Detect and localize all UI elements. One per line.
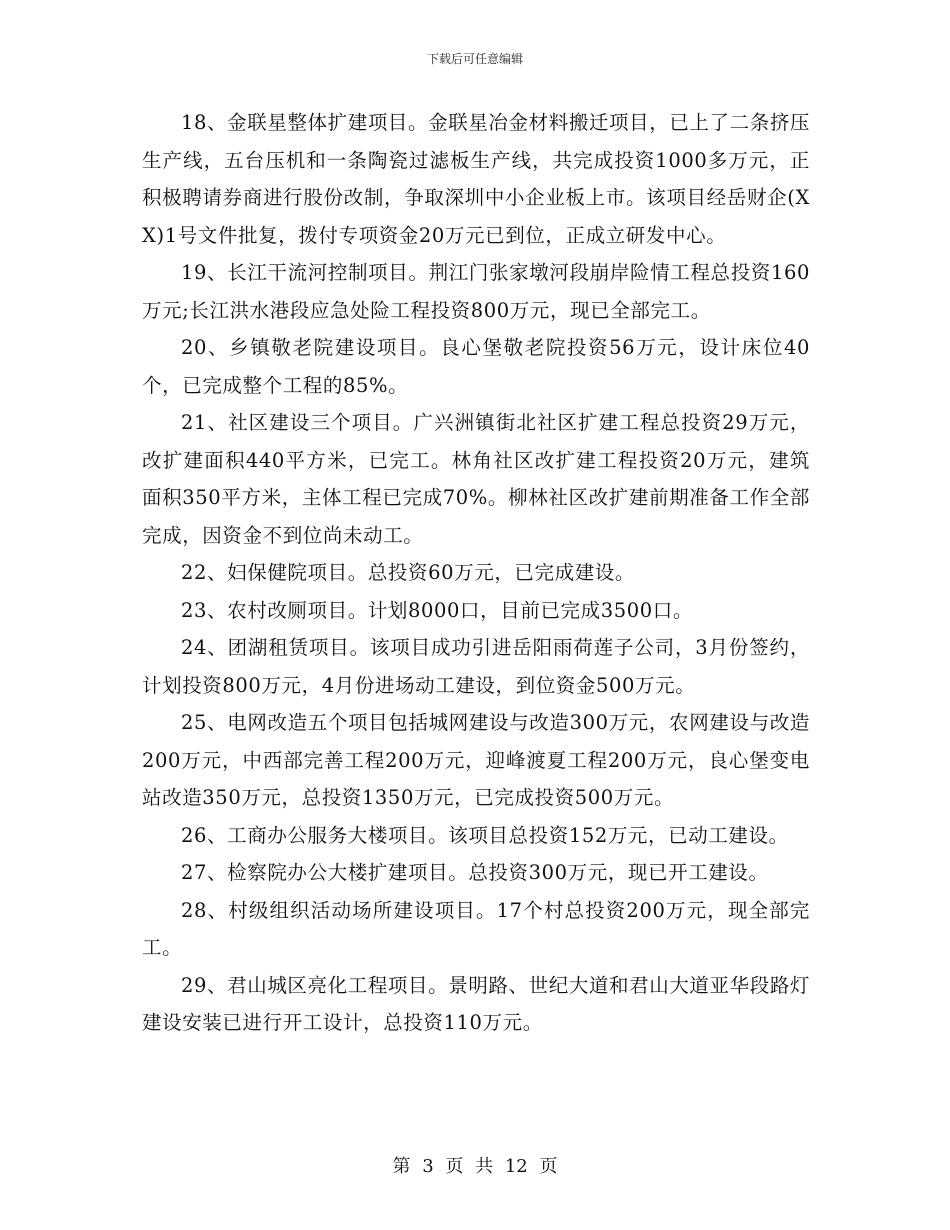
paragraph-20: 20、乡镇敬老院建设项目。良心堡敬老院投资56万元，设计床位40个，已完成整个工程的85%。 <box>142 336 810 397</box>
paragraph-28: 28、村级组织活动场所建设项目。17个村总投资200万元，现全部完工。 <box>142 898 810 959</box>
page-header-note: 下载后可任意编辑 <box>426 52 523 66</box>
paragraph-27: 27、检察院办公大楼扩建项目。总投资300万元，现已开工建设。 <box>181 861 769 884</box>
paragraph-25: 25、电网改造五个项目包括城网建设与改造300万元，农网建设与改造200万元，中西部完善工程200万元，迎峰渡夏工程200万元，良心堡变电站改造350万元，总投资1350万元，已完成投资500万元。 <box>142 711 810 809</box>
paragraph-22: 22、妇保健院项目。总投资60万元，已完成建设。 <box>181 561 636 584</box>
document-body <box>142 104 810 1042</box>
paragraph-18: 18、金联星整体扩建项目。金联星冶金材料搬迁项目，已上了二条挤压生产线，五台压机和一条陶瓷过滤板生产线，共完成投资1000多万元，正积极聘请券商进行股份改制，争取深圳中小企业板上市。该项目经岳财企(XX)1号文件批复，拨付专项资金20万元已到位，正成立研发中心。 <box>142 111 811 247</box>
paragraph-24: 24、团湖租赁项目。该项目成功引进岳阳雨荷莲子公司，3月份签约，计划投资800万元，4月份进场动工建设，到位资金500万元。 <box>142 636 810 697</box>
paragraph-26: 26、工商办公服务大楼项目。该项目总投资152万元，已动工建设。 <box>181 823 789 847</box>
paragraph-29: 29、君山城区亮化工程项目。景明路、世纪大道和君山大道亚华段路灯建设安装已进行开工设计，总投资110万元。 <box>142 973 811 1034</box>
paragraph-21: 21、社区建设三个项目。广兴洲镇街北社区扩建工程总投资29万元，改扩建面积440平方米，已完工。林角社区改扩建工程投资20万元，建筑面积350平方米，主体工程已完成70%。柳林社区改扩建前期准备工作全部完成，因资金不到位尚未动工。 <box>142 411 810 547</box>
paragraph-23: 23、农村改厕项目。计划8000口，目前已完成3500口。 <box>181 598 693 622</box>
paragraph-19: 19、长江干流河控制项目。荆江门张家墩河段崩岸险情工程总投资160万元;长江洪水港段应急处险工程投资800万元，现已全部完工。 <box>142 261 810 322</box>
page-number-footer: 第 3 页 共 12 页 <box>392 1156 558 1177</box>
